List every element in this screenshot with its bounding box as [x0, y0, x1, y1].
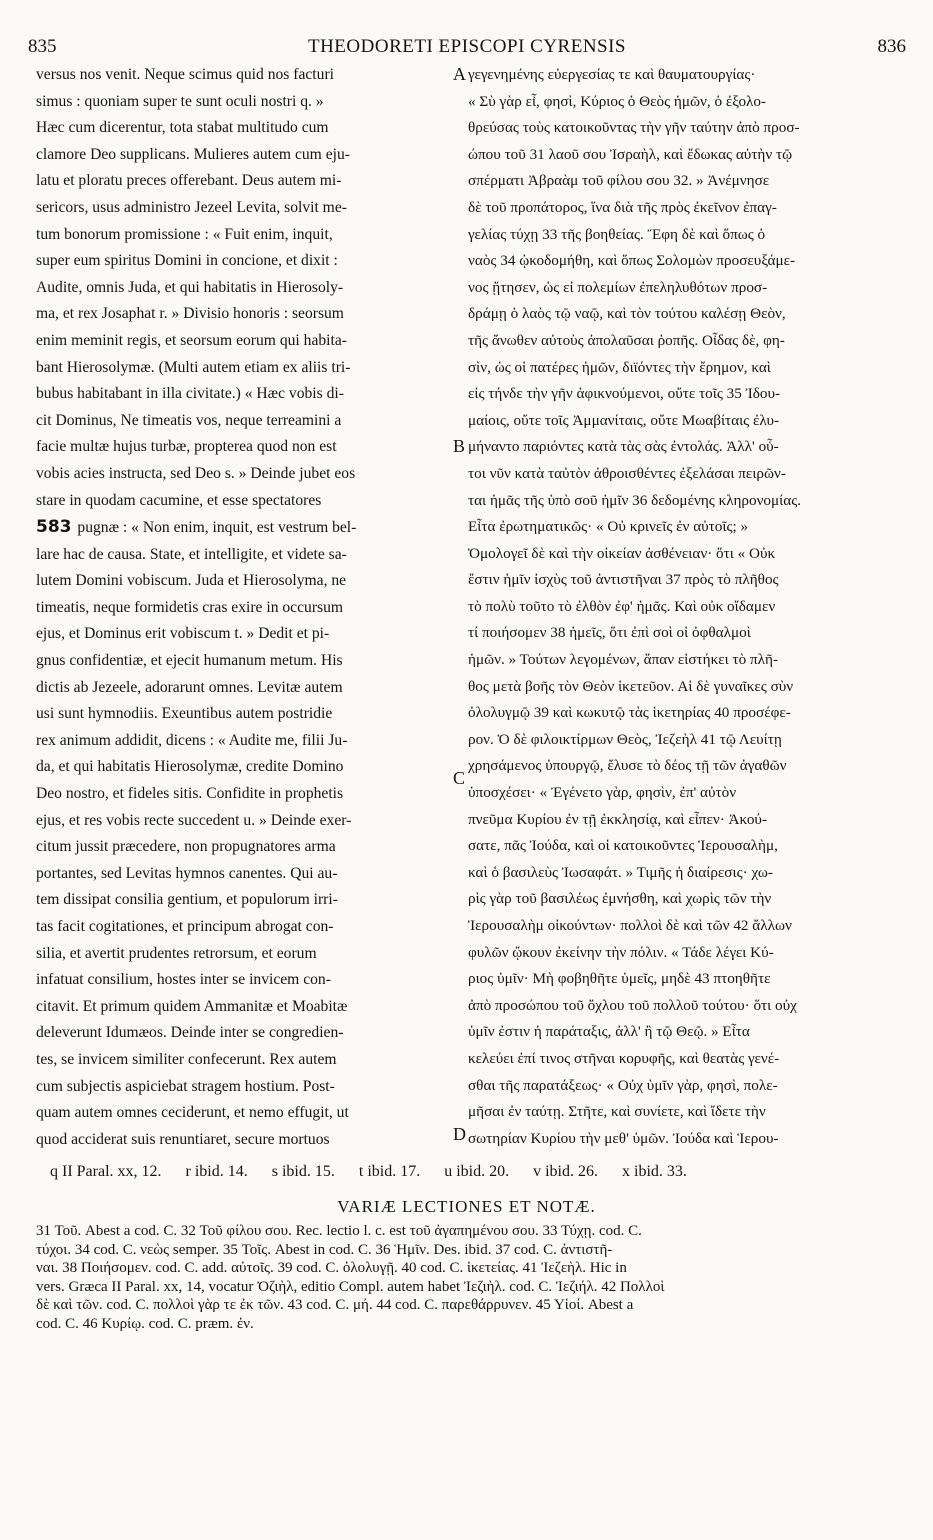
note-line: vers. Græca II Paral. xx, 14, vocatur Ὀζιὴλ, editio Compl. autem habet Ἰεζιὴλ. cod. C. Ἰεζιήλ. 42 Πολλοὶ: [36, 1278, 665, 1295]
latin-text-line: deleverunt Idumæos. Deinde inter se congredien-: [36, 1024, 344, 1042]
greek-text-line: ἔστιν ἡμῖν ἰσχὺς τοῦ ἀντιστῆναι 37 πρὸς τὸ πλῆθος: [468, 571, 779, 589]
greek-text-line: καὶ ὁ βασιλεὺς Ἰωσαφάτ. » Τιμῆς ἡ διαίρεσις· χω-: [468, 863, 773, 881]
latin-text-line: da, et qui habitatis Hierosolymæ, credite Domino: [36, 758, 344, 776]
latin-text-line: Deo nostro, et fideles sitis. Confidite in prophetis: [36, 785, 344, 803]
running-title: THEODORETI EPISCOPI CYRENSIS: [307, 36, 627, 57]
reference-item: v ibid. 26.: [533, 1163, 598, 1180]
greek-text-line: τὸ πολὺ τοῦτο τὸ ἐλθὸν ἐφ' ἡμᾶς. Καὶ οὐκ οἴδαμεν: [468, 597, 776, 615]
greek-column: [468, 62, 908, 1156]
greek-text-line: χρησάμενος ὑπουργῷ, ἔλυσε τὸ δέος τῇ τῶν ἀγαθῶν: [468, 757, 787, 775]
greek-text-line: Εἶτα ἐρωτηματικῶς· « Οὐ κρινεῖς ἐν αὐτοῖς; »: [468, 518, 749, 536]
greek-text-line: γελίας τύχῃ 33 τῆς βοηθείας. Ἔφη δὲ καὶ ὅπως ὁ: [468, 225, 766, 243]
greek-text-line: ρὶς γὰρ τοῦ βασιλέως ἐμνήσθη, καὶ χωρὶς τῶν τὴν: [468, 890, 772, 908]
latin-text-line: dictis ab Jezeele, adorarunt omnes. Levitæ autem: [36, 678, 343, 696]
greek-text-line: σπέρματι Ἀβραὰμ τοῦ φίλου σου 32. » Ἀνέμνησε: [468, 172, 770, 190]
latin-text-line: portantes, sed Levitas hymnos canentes. Qui au-: [36, 864, 338, 882]
note-line: τύχοι. 34 cod. C. νεὼς semper. 35 Τοῖς. Abest in cod. C. 36 Ἡμῖν. Des. ibid. 37 cod. C. ἀντιστῆ-: [36, 1241, 613, 1258]
greek-text-line: δὲ τοῦ προπάτορος, ἵνα διὰ τῆς πρὸς ἐκεῖνον ἐπαγ-: [468, 198, 777, 216]
latin-text-line: bubus habitabant in illa civitate.) « Hæc vobis di-: [36, 385, 344, 403]
latin-text-line: infatuat consilium, hostes inter se invicem con-: [36, 971, 331, 989]
latin-text-line: 583 pugnæ : « Non enim, inquit, est vestrum bel-: [36, 517, 357, 538]
latin-text-line: citum jussit præcedere, non propugnatores arma: [36, 838, 336, 856]
greek-text-line: γεγενημένης εὐεργεσίας τε καὶ θαυματουργίας·: [468, 66, 756, 83]
greek-text-line: ριος ὑμῖν· Μὴ φοβηθῆτε ὑμεῖς, μηδὲ 43 πτοηθῆτε: [468, 970, 771, 988]
latin-text-line: Audite, omnis Juda, et qui habitatis in Hierosoly-: [36, 278, 344, 296]
greek-text-line: θρεύσας τοὺς κατοικοῦντας τὴν γῆν ταύτην ἀπὸ προσ-: [468, 119, 800, 137]
latin-text-line: ejus, et Dominus erit vobiscum t. » Dedit et pi-: [36, 625, 330, 643]
greek-text-line: κελεύει ἐπί τινος στῆναι κορυφῆς, καὶ θεατὰς γενέ-: [468, 1049, 780, 1067]
latin-text-line: sericors, usus administro Jezeel Levita, solvit me-: [36, 198, 347, 216]
note-line: δὲ καὶ τῶν. cod. C. πολλοὶ γὰρ τε ἐκ τῶν. 43 cod. C. μή. 44 cod. C. παρεθάρρυνεν. 45 Υἱοί. Abest a: [36, 1297, 634, 1313]
greek-text-line: σωτηρίαν Κυρίου τὴν μεθ' ὑμῶν. Ἰούδα καὶ Ἱερου-: [468, 1129, 779, 1147]
latin-text-line: cit Dominus, Ne timeatis vos, neque terreamini a: [36, 411, 342, 429]
latin-text-line: super eum spiritus Domini in concione, et dixit :: [36, 252, 338, 270]
reference-item: x ibid. 33.: [622, 1163, 687, 1180]
latin-text-line: silia, et avertit prudentes retrorsum, et eorum: [36, 944, 317, 962]
greek-text-line: σατε, πᾶς Ἰούδα, καὶ οἱ κατοικοῦντες Ἱερουσαλὴμ,: [468, 837, 778, 855]
latin-text-line: tas facit cogitationes, et principum abrogat con-: [36, 918, 334, 935]
latin-text-line: latu et ploratu preces offerebant. Deus autem mi-: [36, 172, 342, 190]
latin-text-line: gnus confidentiæ, et ejecit humanum metum. His: [36, 652, 343, 670]
latin-text-line: timeatis, neque formidetis cras exire in occursum: [36, 598, 344, 616]
greek-text-line: μῆσαι ἐν ταύτῃ. Στῆτε, καὶ συνίετε, καὶ ἴδετε τὴν: [468, 1103, 766, 1121]
greek-text-line: [468, 1152, 908, 1156]
reference-item: r ibid. 14.: [185, 1163, 248, 1180]
greek-text-line: τί ποιήσομεν 38 ἡμεῖς, ὅτι ἐπὶ σοὶ οἱ ὀφθαλμοὶ: [468, 624, 751, 642]
latin-text-line: tum bonorum promissione : « Fuit enim, inquit,: [36, 225, 333, 243]
note-line: cod. C. 46 Κυρίῳ. cod. C. præm. ἐν.: [36, 1315, 254, 1332]
greek-text-line: σὶν, ὡς οἱ πατέρες ἡμῶν, διϊόντες τὴν ἔρημον, καὶ: [468, 358, 771, 376]
latin-text-line: Hæc cum dicerentur, tota stabat multitudo cum: [36, 119, 329, 137]
latin-text-line: vobis acies instructa, sed Deo s. » Deinde jubet eos: [36, 464, 356, 482]
greek-text-line: ἡμῶν. » Τούτων λεγομένων, ἅπαν εἱστήκει τὸ πλῆ-: [468, 651, 779, 669]
latin-text-line: quod acciderat suis renuntiaret, secure mortuos: [36, 1130, 330, 1148]
reference-item: s ibid. 15.: [271, 1163, 335, 1180]
greek-text-line: « Σὺ γὰρ εἶ, φησὶ, Κύριος ὁ Θεὸς ἡμῶν, ὁ ἐξολο-: [468, 92, 767, 110]
latin-column: [36, 62, 460, 1156]
greek-text-line: μαίοις, οὔτε τοῖς Ἀμμανίταις, οὔτε Μωαβίταις ἐλυ-: [468, 411, 780, 429]
running-header: [28, 36, 906, 60]
greek-text-line: ρον. Ὁ δὲ φιλοικτίρμων Θεὸς, Ἰεζεὴλ 41 τῷ Λευίτῃ: [468, 730, 782, 748]
greek-text-line: ὑποσχέσει· « Ἐγένετο γὰρ, φησὶν, ἐπ' αὐτὸν: [468, 784, 737, 802]
greek-text-line: θος μετὰ βοῆς τὸν Θεὸν ἱκετεῦον. Αἱ δὲ γυναῖκες σὺν: [468, 677, 794, 695]
latin-text-line: ejus, et res vobis recte succedent u. » Deinde exer-: [36, 811, 352, 829]
page-number-left: 835: [28, 36, 57, 57]
greek-text-line: εἰς τήνδε τὴν γῆν ἀφικνούμενοι, οὔτε τοῖς 35 Ἰδου-: [468, 385, 781, 403]
margin-letter-b: B: [453, 436, 466, 456]
latin-text-line: ma, et rex Josaphat r. » Divisio honoris : seorsum: [36, 305, 344, 323]
greek-text-line: ὑμῖν ἐστιν ἡ παράταξις, ἀλλ' ἢ τῷ Θεῷ. » Εἶτα: [468, 1023, 750, 1041]
latin-text-line: quam autem omnes ceciderunt, et nemo effugit, ut: [36, 1104, 349, 1122]
latin-text-line: lutem Domini vobiscum. Juda et Hierosolyma, ne: [36, 572, 347, 590]
note-line: ναι. 38 Ποιήσομεν. cod. C. add. αὐτοῖς. 39 cod. C. ὀλολυγῇ. 40 cod. C. ἱκετείας. 41 Ἰεζεὴλ. Hic in: [36, 1260, 627, 1276]
greek-text-line: τοι νῦν κατὰ ταὐτὸν ἀθροισθέντες ἐξελάσαι πειρῶν-: [468, 464, 786, 482]
latin-text-line: lare hac de causa. State, et intelligite, et videte sa-: [36, 545, 347, 563]
latin-text-line: bant Hierosolymæ. (Multi autem etiam ex aliis tri-: [36, 358, 351, 376]
latin-text-line: versus nos venit. Neque scimus quid nos facturi: [36, 66, 334, 83]
margin-letter-d: D: [453, 1124, 466, 1144]
greek-text-line: πνεῦμα Κυρίου ἐν τῇ ἐκκλησίᾳ, καὶ εἶπεν· Ἀκού-: [468, 810, 768, 828]
greek-text-line: μήναντο παριόντες κατὰ τὰς σὰς ἐντολάς. Ἀλλ' οὗ-: [468, 438, 779, 456]
greek-text-line: ώπου τοῦ 31 λαοῦ σου Ἰσραὴλ, καὶ ἔδωκας αὐτὴν τῷ: [468, 145, 793, 163]
greek-text-line: φυλῶν ᾤκουν ἐκείνην τὴν πόλιν. « Τάδε λέγει Κύ-: [468, 943, 774, 961]
latin-text-line: tes, se invicem similiter confecerunt. Rex autem: [36, 1050, 337, 1068]
greek-text-line: ὀλολυγμῷ 39 καὶ κωκυτῷ τὰς ἱκετηρίας 40 προσέφε-: [468, 704, 791, 722]
reference-item: u ibid. 20.: [444, 1163, 510, 1180]
page-number-right: 836: [877, 36, 906, 57]
latin-text-line: tem dissipat consilia gentium, et populorum irri-: [36, 891, 338, 909]
greek-text-line: τῆς ἄνωθεν αὐτοὺς ἀπολαῦσαι ῥοπῆς. Οἶδας δὲ, φη-: [468, 331, 785, 349]
latin-text-line: citavit. Et primum quidem Ammanitæ et Moabitæ: [36, 997, 348, 1015]
variant-readings-notes: [36, 1222, 908, 1333]
greek-text-line: Ὁμολογεῖ δὲ καὶ τὴν οἰκείαν ἀσθένειαν· ὅτι « Οὐκ: [468, 544, 776, 562]
latin-text-line: cum subjectis aspiciebat stragem hostium. Post-: [36, 1077, 335, 1095]
latin-text-line: rex animum addidit, dicens : « Audite me, filii Ju-: [36, 731, 348, 749]
latin-text-line: [36, 1153, 460, 1156]
margin-letter-a: A: [453, 64, 466, 84]
greek-text-line: νος ᾔτησεν, ὡς εἰ πολεμίων ἐπεληλυθότων προσ-: [468, 278, 768, 296]
greek-text-line: σθαι τῆς παρατάξεως· « Οὐχ ὑμῖν γὰρ, φησὶ, πολε-: [468, 1076, 778, 1094]
reference-item: t ibid. 17.: [358, 1163, 421, 1180]
greek-text-line: ἀπὸ προσώπου τοῦ ὄχλου τοῦ πολλοῦ τούτου· ὅτι οὐχ: [468, 996, 797, 1014]
latin-text-line: simus : quoniam super te sunt oculi nostri q. »: [36, 92, 324, 110]
margin-page-number: 583: [36, 517, 78, 538]
notes-title: VARIÆ LECTIONES ET NOTÆ.: [337, 1197, 596, 1216]
scripture-references: [50, 1163, 900, 1181]
latin-text-line: usi sunt hymnodiis. Exeuntibus autem postridie: [36, 705, 333, 723]
note-line: 31 Τοῦ. Abest a cod. C. 32 Τοῦ φίλου σου. Rec. lectio l. c. est τοῦ ἀγαπημένου σου. 33 Τύχῃ. cod. C.: [36, 1223, 642, 1239]
latin-text-line: clamore Deo supplicans. Mulieres autem cum eju-: [36, 145, 350, 163]
reference-item: q II Paral. xx, 12.: [50, 1163, 162, 1180]
greek-text-line: Ἱερουσαλὴμ οἰκούντων· πολλοὶ δὲ καὶ τῶν 42 ἄλλων: [468, 917, 792, 934]
greek-text-line: ται ἡμᾶς τῆς ὑπὸ σοῦ ἡμῖν 36 δεδομένης κληρονομίας.: [468, 491, 802, 509]
margin-letter-c: C: [453, 768, 466, 788]
greek-text-line: δράμῃ ὁ λαὸς τῷ ναῷ, καὶ τὸν τούτου καλέσῃ Θεὸν,: [468, 305, 786, 323]
latin-text-line: stare in quodam cacumine, et esse spectatores: [36, 491, 322, 509]
greek-text-line: ναὸς 34 ᾠκοδομήθη, καὶ ὅπως Σολομὼν προσευξάμε-: [468, 252, 796, 270]
latin-text-line: facie multæ hujus turbæ, propterea quod non est: [36, 438, 337, 456]
latin-text-line: enim meminit regis, et seorsum eorum qui habita-: [36, 331, 347, 349]
